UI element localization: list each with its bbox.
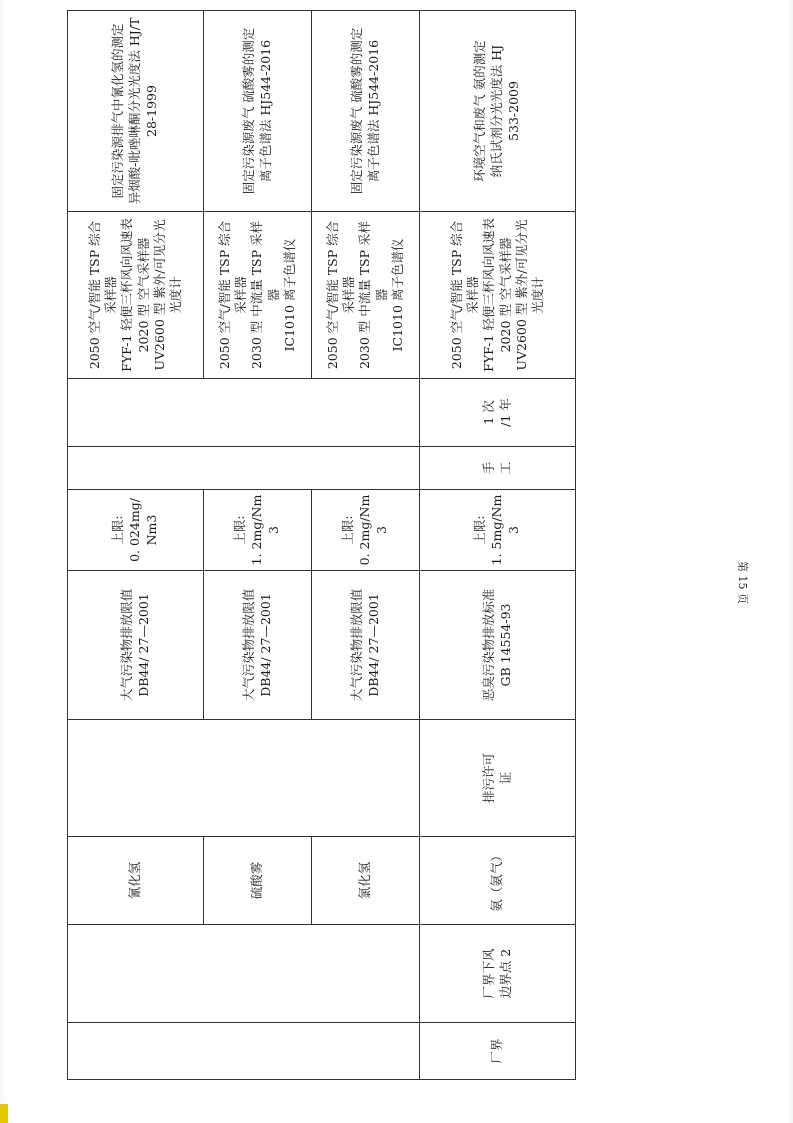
equipment-item: 2050 空气/智能 TSP 综合采样器 — [448, 220, 480, 370]
monitoring-table-rotated — [67, 11, 575, 1080]
standard-cell: 大气污染物排放限值 DB44/ 27—2001 — [68, 571, 204, 720]
mode-cell — [68, 447, 420, 490]
limit-cell: 上限: 0. 2mg/Nm 3 — [312, 490, 420, 571]
table-row — [68, 11, 204, 1080]
equipment-item: 2050 空气/智能 TSP 综合采样器 — [216, 220, 249, 370]
equipment-cell — [420, 212, 576, 379]
pollutant-cell: 硫酸雾 — [204, 837, 312, 925]
pollutant-cell: 氰化氢 — [68, 837, 204, 925]
equipment-cell — [204, 212, 312, 379]
equipment-item: UV2600 型 紫外/可见分光光度计 — [151, 219, 183, 371]
point-cell: 厂界下风 边界点 2 — [420, 925, 576, 1023]
table-row — [420, 11, 576, 1080]
point-cell — [68, 925, 420, 1023]
equipment-item: FYF-1 轻便三杯风向风速表 — [481, 218, 497, 372]
equipment-item: IC1010 离子色谱仪 — [389, 238, 405, 352]
limit-cell: 上限: 1. 5mg/Nm 3 — [420, 490, 576, 571]
scan-edge-mark — [0, 1104, 8, 1123]
basis-cell — [68, 720, 420, 837]
page-number: 第 15 页 — [736, 561, 749, 604]
standard-cell: 大气污染物排放限值 DB44/ 27—2001 — [204, 571, 312, 720]
equipment-cell — [312, 212, 420, 379]
standard-cell: 恶臭污染物排放标准 GB 14554-93 — [420, 571, 576, 720]
equipment-item: FYF-1 轻便三杯风向风速表 — [119, 218, 135, 372]
location-cell: 厂界 — [420, 1023, 576, 1080]
monitoring-table — [67, 10, 576, 1080]
basis-cell: 排污许可 证 — [420, 720, 576, 837]
mode-cell: 手 工 — [420, 447, 576, 490]
method-cell: 固定污染源废气 硫酸雾的测定 离子色谱法 HJ544-2016 — [204, 11, 312, 212]
equipment-item: 2050 空气/智能 TSP 综合采样器 — [86, 220, 118, 370]
equipment-item: 2020 型 空气采样器 — [135, 237, 151, 353]
equipment-item: 2030 型 中流量 TSP 采样器 — [357, 220, 389, 370]
pollutant-cell: 氨（氨气） — [420, 837, 576, 925]
equipment-item: 2050 空气/智能 TSP 综合采样器 — [324, 220, 357, 370]
equipment-item: IC1010 离子色谱仪 — [281, 238, 297, 352]
pollutant-cell: 氯化氢 — [312, 837, 420, 925]
equipment-item: 2030 型 中流量 TSP 采样器 — [249, 220, 281, 370]
limit-cell: 上限: 0. 024mg/ Nm3 — [68, 490, 204, 571]
standard-cell: 大气污染物排放限值 DB44/ 27—2001 — [312, 571, 420, 720]
equipment-cell — [68, 212, 204, 379]
frequency-cell: 1 次 /1 年 — [420, 379, 576, 447]
location-cell — [68, 1023, 420, 1080]
method-cell: 固定污染源废气 硫酸雾的测定 离子色谱法 HJ544-2016 — [312, 11, 420, 212]
table-row — [204, 11, 312, 1080]
table-row — [312, 11, 420, 1080]
method-cell: 固定污染源排气中氰化氢的测定 异烟酸-吡唑啉酮分光光度法 HJ/T 28-1999 — [68, 11, 204, 212]
equipment-item: 2020 型 空气采样器 — [497, 237, 513, 353]
equipment-item: UV2600 型 紫外/可见分光光度计 — [513, 219, 545, 371]
limit-cell: 上限: 1. 2mg/Nm 3 — [204, 490, 312, 571]
method-cell: 环境空气和废气 氨的测定 纳氏试剂分光光度法 HJ 533-2009 — [420, 11, 576, 212]
frequency-cell — [68, 379, 420, 447]
